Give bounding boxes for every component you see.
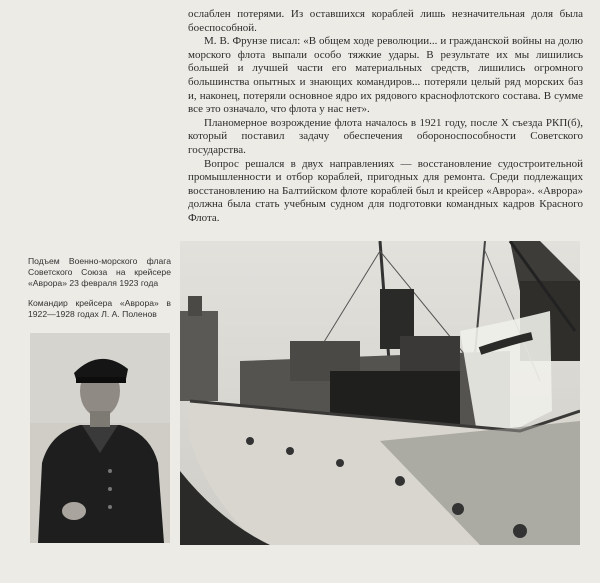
paragraph-4: Вопрос решался в двух направлениях — восстановление судостроительной промышленности и отбор кораблей, пригодных для ремонта. Среди подлежащих восстановлению на Балтийском флоте кораблей был и крейсер «Аврора». «Аврора» должна была стать учебным судном для подготовки командных кадров Красного Флота. bbox=[188, 157, 583, 224]
paragraph-3: Планомерное возрождение флота началось в 1921 году, после X съезда РКП(б), который поставил задачу обеспечения обороноспособности Советского государства. bbox=[188, 116, 583, 156]
cruiser-aurora-photo bbox=[180, 241, 580, 545]
caption-flag-raising: Подъем Военно-морского флага Советского Союза на крейсере «Аврора» 23 февраля 1923 года bbox=[28, 256, 171, 288]
caption-commander: Командир крейсера «Аврора» в 1922—1928 годах Л. А. Поленов bbox=[28, 298, 171, 319]
paragraph-2: М. В. Фрунзе писал: «В общем ходе революции... и гражданской войны на долю морского флота выпали особо тяжкие удары. В результате их мы лишились большей и лучшей части его материальных средств, лишились огромного большинства опытных и знающих командиров... потеряли целый ряд морских баз и, наконец, потеряли основное ядро их рядового краснофлотского состава. В сумме все это означало, что флота у нас нет». bbox=[188, 35, 583, 116]
paragraph-1: ослаблен потерями. Из оставшихся кораблей лишь незначительная доля была боеспособной. bbox=[188, 8, 583, 34]
article-text bbox=[188, 8, 583, 226]
commander-portrait-photo bbox=[30, 333, 170, 543]
